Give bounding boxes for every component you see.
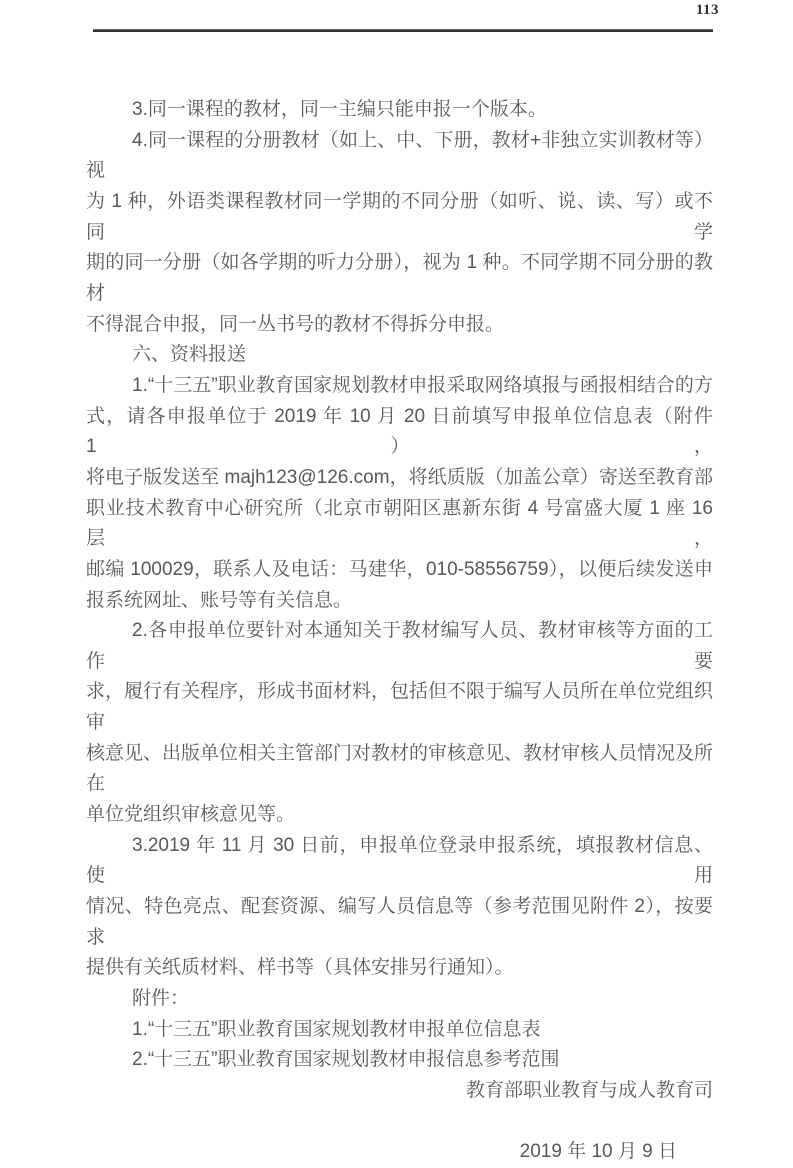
document-body xyxy=(86,95,713,1076)
text-line: 4.同一课程的分册教材（如上、中、下册，教材+非独立实训教材等）视 xyxy=(86,129,713,182)
signature-line: 教育部职业教育与成人教育司 xyxy=(465,1080,713,1101)
text-line: 核意见、出版单位相关主管部门对教材的审核意见、教材审核人员情况及所在 xyxy=(86,742,714,795)
text-line: 邮编 100029，联系人及电话：马建华，010-58556759），以便后续发送申 xyxy=(86,558,713,580)
text-line: 2.各申报单位要针对本通知关于教材编写人员、教材审核等方面的工作要 xyxy=(86,620,713,672)
date-line: 2019 年 10 月 9 日 xyxy=(519,1141,677,1163)
text-line: 附件： xyxy=(132,988,190,1010)
text-line: 求，履行有关程序，形成书面材料，包括但不限于编写人员所在单位党组织审 xyxy=(86,681,714,734)
text-line: 为 1 种，外语类课程教材同一学期的不同分册（如听、说、读、写）或不同学 xyxy=(86,190,713,243)
text-line: 式，请各申报单位于 2019 年 10 月 20 日前填写申报单位信息表（附件 1）， xyxy=(86,405,713,458)
text-line: 单位党组织审核意见等。 xyxy=(86,804,296,826)
text-line: 3.2019 年 11 月 30 日前，申报单位登录申报系统，填报教材信息、使用 xyxy=(86,834,713,887)
text-line: 1.“十三五”职业教育国家规划教材申报采取网络填报与函报相结合的方 xyxy=(132,374,713,396)
header-rule xyxy=(93,29,713,32)
text-line: 期的同一分册（如各学期的听力分册），视为 1 种。不同学期不同分册的教材 xyxy=(86,252,713,304)
page-number: 113 xyxy=(695,2,719,18)
text-line: 职业技术教育中心研究所（北京市朝阳区惠新东街 4 号富盛大厦 1 座 16 层， xyxy=(86,497,713,550)
text-line: 将电子版发送至 majh123@126.com，将纸质版（加盖公章）寄送至教育部 xyxy=(86,466,713,488)
text-line: 报系统网址、账号等有关信息。 xyxy=(86,589,353,611)
text-line: 不得混合申报，同一丛书号的教材不得拆分申报。 xyxy=(86,313,505,335)
text-line: 情况、特色亮点、配套资源、编写人员信息等（参考范围见附件 2），按要求 xyxy=(86,896,713,948)
text-line: 1.“十三五”职业教育国家规划教材申报单位信息表 xyxy=(132,1018,541,1040)
text-line: 六、资料报送 xyxy=(132,344,247,366)
text-line: 提供有关纸质材料、样书等（具体安排另行通知）。 xyxy=(86,957,514,979)
document-content xyxy=(86,95,713,1168)
text-line: 3.同一课程的教材，同一主编只能申报一个版本。 xyxy=(132,99,547,120)
text-line: 2.“十三五”职业教育国家规划教材申报信息参考范围 xyxy=(132,1049,560,1071)
